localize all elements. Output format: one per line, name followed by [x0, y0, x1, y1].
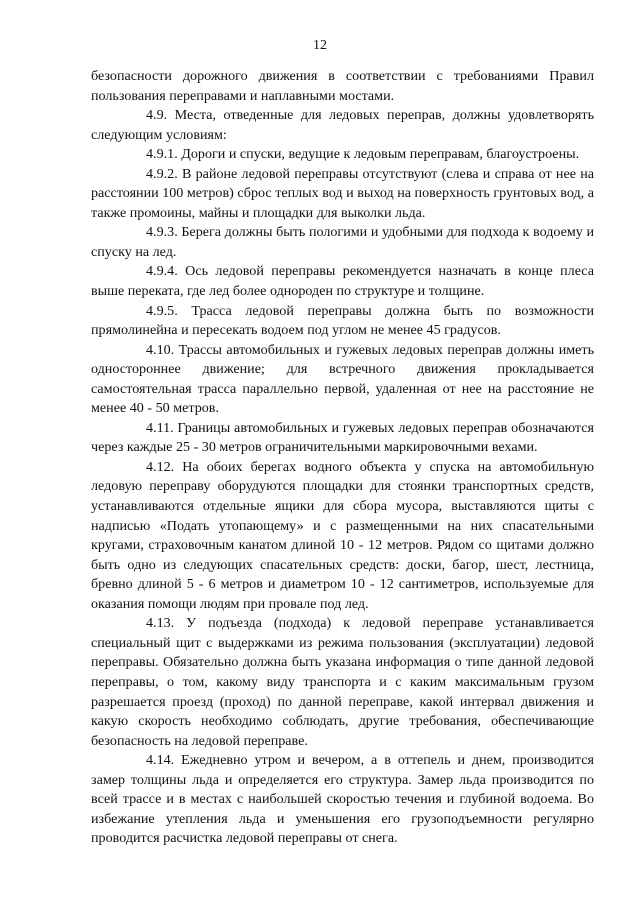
paragraph-4-9-2: 4.9.2. В районе ледовой переправы отсутствуют (слева и справа от нее на расстоянии 100 метров) сброс теплых вод и выход на поверхность грунтовых вод, а также промоины, майны и площадки для выколки льда.	[91, 165, 594, 221]
document-body	[91, 67, 594, 849]
paragraph-4-14: 4.14. Ежедневно утром и вечером, а в оттепель и днем, производится замер толщины льда и определяется его структура. Замер льда производится по всей трассе и в местах с наибольшей скоростью течения и глубиной водоема. Во избежание утепления льда и уменьшения его грузоподъемности регулярно проводится расчистка ледовой переправы от снега.	[91, 752, 594, 847]
paragraph-continuation: безопасности дорожного движения в соответствии с требованиями Правил пользования переправами и наплавными мостами.	[91, 68, 594, 104]
paragraph-4-11: 4.11. Границы автомобильных и гужевых ледовых переправ обозначаются через каждые 25 - 30 метров ограничительными маркировочными вехами.	[91, 419, 594, 456]
paragraph-4-9-5: 4.9.5. Трасса ледовой переправы должна быть по возможности прямолинейна и пересекать водоем под углом не менее 45 градусов.	[91, 302, 594, 339]
page-number: 12	[313, 38, 327, 53]
paragraph-4-13: 4.13. У подъезда (подхода) к ледовой переправе устанавливается специальный щит с выдержками из режима пользования (эксплуатации) ледовой переправы. Обязательно должна быть указана информация о типе данной ледовой переправы, о том, какому виду транспорта и с каким максимальным грузом разрешается проезд (проход) по данной переправе, какой интервал движения и какую скорость необходимо соблюдать, другие требования, обеспечивающие безопасность на ледовой переправе.	[91, 615, 594, 749]
paragraph-4-9-4: 4.9.4. Ось ледовой переправы рекомендуется назначать в конце плеса выше переката, где лед более однороден по структуре и толщине.	[91, 263, 594, 300]
paragraph-4-9-3: 4.9.3. Берега должны быть пологими и удобными для подхода к водоему и спуску на лед.	[91, 224, 594, 260]
paragraph-4-10: 4.10. Трассы автомобильных и гужевых ледовых переправ должны иметь одностороннее движение; для встречного движения прокладывается самостоятельная трасса параллельно первой, удаленная от нее на расстояние не менее 40 - 50 метров.	[91, 341, 594, 417]
paragraph-4-9: 4.9. Места, отведенные для ледовых переправ, должны удовлетворять следующим условиям:	[91, 107, 594, 143]
paragraph-4-12: 4.12. На обоих берегах водного объекта у спуска на автомобильную ледовую переправу оборудуются площадки для стоянки транспортных средств, устанавливаются отдельные ящики для сбора мусора, выставляются щиты с надписью «Подать утопающему» и с размещенными на них спасательными кругами, страховочным канатом длиной 10 - 12 метров. Рядом со щитами должно быть одно из следующих спасательных средств: доски, багор, шест, лестница, бревно длиной 5 - 6 метров и диаметром 10 - 12 сантиметров, используемые для оказания помощи людям при провале под лед.	[91, 458, 594, 612]
paragraph-4-9-1: 4.9.1. Дороги и спуски, ведущие к ледовым переправам, благоустроены.	[146, 146, 580, 163]
